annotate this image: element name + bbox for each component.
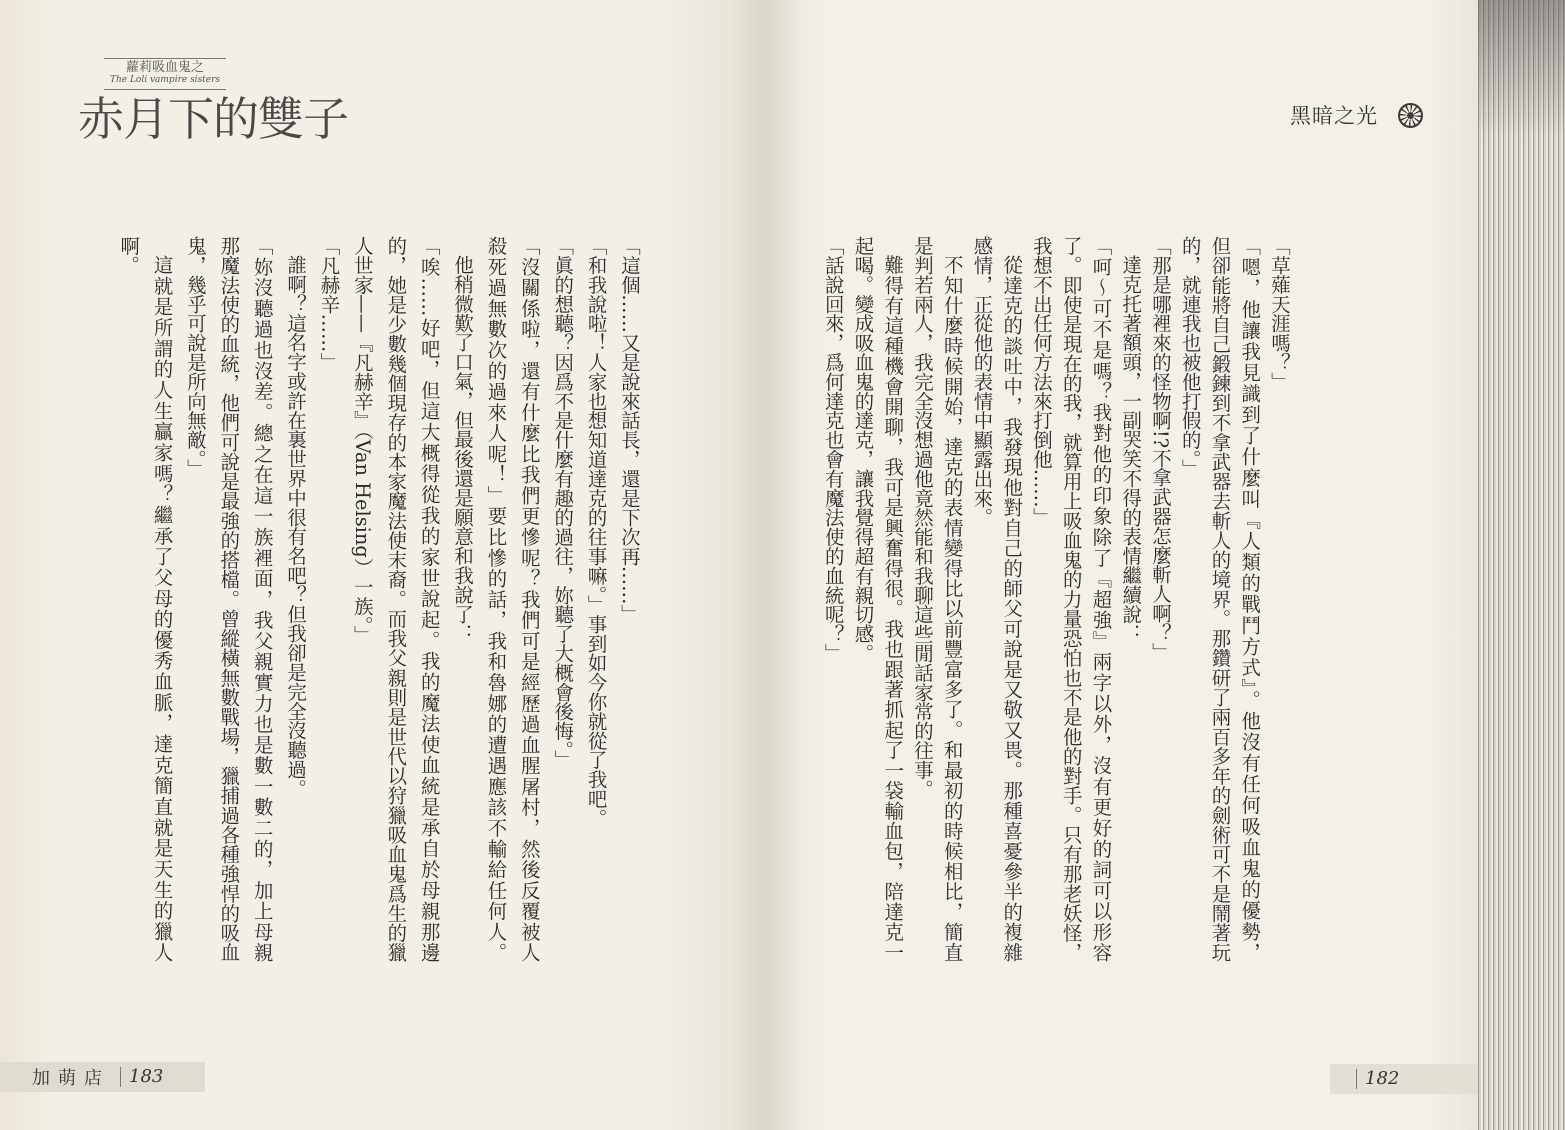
text-column: 不知什麼時候開始，達克的表情變得比以前豐富多了。和最初的時候相比，簡直 (940, 255, 964, 962)
text-column: 感情，正從他的表情中顯露出來。 (970, 236, 994, 527)
text-column: 「那是哪裡來的怪物啊!?不拿武器怎麼斬人啊？」 (1149, 236, 1172, 662)
text-column: 「唉……好吧，但這大概得從我的家世說起。我的魔法使血統是承自於母親那邊 (417, 236, 441, 962)
text-column: 是判若兩人，我完全沒想過他竟然能和我聊這些閒話家常的往事。 (911, 236, 934, 799)
text-column: 人世家——『凡赫辛』（Van Helsing）一族。」 (350, 236, 374, 646)
left-page-text (111, 236, 646, 962)
text-column: 啊。 (117, 236, 141, 275)
book-title: 赤月下的雙子 (78, 92, 348, 146)
text-column: 「沒關係啦，還有什麼比我們更慘呢？我們可是經歷過血腥屠村，然後反覆被人 (517, 236, 541, 962)
page-number: 183 (120, 1067, 163, 1087)
text-column: 我想不出任何方法來打倒他……」 (1030, 236, 1053, 527)
page-edges-shadow (1478, 0, 1565, 140)
text-column: 起喝。變成吸血鬼的達克，讓我覺得超有親切感。 (851, 236, 875, 663)
logo-ribbon (104, 58, 226, 90)
text-column: 「妳沒聽過也沒差。總之在這一族裡面，我父親實力也是數一數二的，加上母親 (250, 236, 274, 962)
right-page-text (818, 236, 1294, 962)
text-column: 這就是所謂的人生贏家嗎？繼承了父母的優秀血脈，達克簡直就是天生的獵人 (150, 255, 174, 962)
text-column: 鬼，幾乎可說是所向無敵。」 (183, 236, 207, 479)
text-column: 殺死過無數次的過來人呢！」要比慘的話，我和魯娜的遭遇應該不輸給任何人。 (484, 236, 508, 962)
book-logo (78, 52, 358, 158)
text-column: 「眞的想聽？因爲不是什麼有趣的過往，妳聽了大概會後悔。」 (551, 236, 575, 770)
page-number: 182 (1356, 1069, 1399, 1089)
text-column: 從達克的談吐中，我發現他對自己的師父可說是又敬又畏。那種喜憂參半的複雜 (1000, 255, 1024, 962)
left-page-footer (0, 1062, 205, 1092)
text-column: 「凡赫辛……」 (317, 236, 341, 372)
right-page-footer (1330, 1064, 1478, 1094)
chapter-emblem-icon (1398, 103, 1423, 128)
text-column: 「嗯，他讓我見識到了什麼叫『人類的戰鬥方式』。他沒有任何吸血鬼的優勢， (1238, 236, 1262, 962)
text-column: 「這個……又是說來話長，還是下次再……」 (618, 236, 641, 624)
text-column: 「和我說啦！人家也想知道達克的往事嘛。」事到如今你就從了我吧。 (584, 236, 608, 828)
page-stack-edges (1478, 0, 1565, 1130)
text-column: 誰啊？這名字或許在裏世界中很有名吧？但我卻是完全沒聽過。 (284, 255, 308, 799)
text-column: 的，她是少數幾個現存的本家魔法使末裔。而我父親則是世代以狩獵吸血鬼爲生的獵 (384, 236, 408, 962)
publisher-label: 加萌店 (32, 1068, 110, 1089)
text-column: 達克托著額頭，一副哭笑不得的表情繼續說： (1119, 255, 1143, 644)
text-column: 了。即使是現在的我，就算用上吸血鬼的力量恐怕也不是他的對手。只有那老妖怪， (1059, 236, 1083, 962)
text-column: 的，就連我也被他打假的。」 (1178, 236, 1202, 479)
text-column: 難得有這種機會開聊，我可是興奮得很。我也跟著抓起了一袋輸血包，陪達克一 (881, 255, 905, 962)
text-column: 但卻能將自己鍛鍊到不拿武器去斬人的境界。那鑽研了兩百多年的劍術可不是鬧著玩 (1208, 236, 1232, 962)
text-column: 「話說回來，爲何達克也會有魔法使的血統呢？」 (821, 236, 845, 663)
text-column: 「呵～可不是嗎？我對他的印象除了『超強』兩字以外，沒有更好的詞可以形容 (1089, 236, 1113, 962)
book-gutter (730, 0, 800, 1130)
series-label: 蘿莉吸血鬼之 (125, 60, 204, 75)
chapter-title: 黑暗之光 (1290, 104, 1378, 128)
text-column: 他稍微歎了口氣，但最後還是願意和我說了： (451, 255, 475, 644)
text-column: 「草薙天涯嗎？」 (1268, 236, 1291, 392)
text-column: 那魔法使的血統，他們可說是最強的搭檔。曾縱橫無數戰場，獵捕過各種強悍的吸血 (217, 236, 241, 962)
series-label-english: The Loli vampire sisters (109, 75, 221, 85)
